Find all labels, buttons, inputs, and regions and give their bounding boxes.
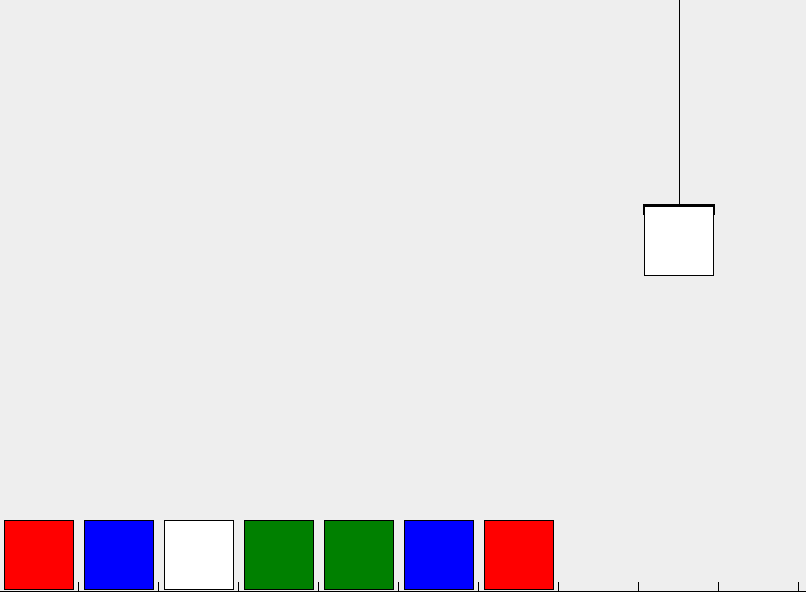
slot-divider-2	[158, 582, 159, 591]
slot-divider-9	[718, 582, 719, 591]
slot-divider-4	[318, 582, 319, 591]
slot-divider-7	[558, 582, 559, 591]
held-block[interactable]	[644, 206, 714, 276]
block-slot-4[interactable]	[244, 520, 314, 590]
block-slot-5[interactable]	[324, 520, 394, 590]
below-floor-strip	[0, 592, 806, 605]
slot-divider-1	[78, 582, 79, 591]
slot-divider-3	[238, 582, 239, 591]
slot-divider-8	[638, 582, 639, 591]
slot-divider-10	[798, 582, 799, 591]
block-slot-6[interactable]	[404, 520, 474, 590]
block-slot-3[interactable]	[164, 520, 234, 590]
crane-cable	[679, 0, 680, 206]
slot-divider-6	[478, 582, 479, 591]
block-slot-7[interactable]	[484, 520, 554, 590]
block-slot-2[interactable]	[84, 520, 154, 590]
slot-divider-5	[398, 582, 399, 591]
block-slot-1[interactable]	[4, 520, 74, 590]
